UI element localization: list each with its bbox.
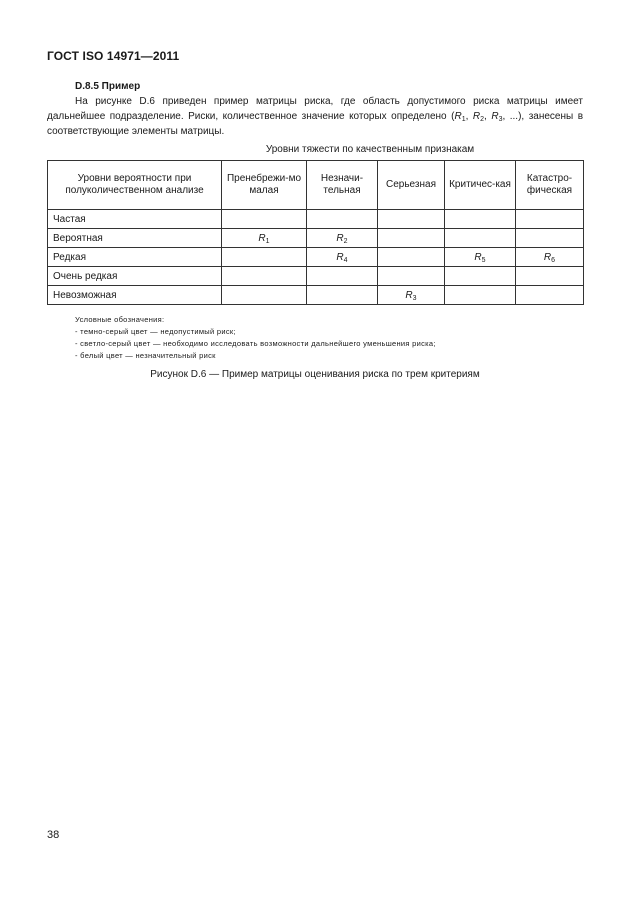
table-row bbox=[48, 267, 584, 286]
page-number: 38 bbox=[47, 829, 60, 841]
row-label: Очень редкая bbox=[48, 267, 222, 286]
separator: , bbox=[484, 111, 492, 122]
risk-matrix-table bbox=[47, 160, 584, 305]
column-header: Критичес-кая bbox=[445, 161, 516, 210]
document-header: ГОСТ ISO 14971—2011 bbox=[47, 49, 180, 63]
corner-header: Уровни вероятности при полуколичественном анализе bbox=[48, 161, 222, 210]
risk-subscript: 1 bbox=[461, 116, 466, 123]
intro-paragraph bbox=[47, 94, 583, 139]
matrix-cell bbox=[516, 267, 584, 286]
paragraph-text-b: , ...), занесены в соответствующие элементы матрицы. bbox=[47, 111, 584, 137]
risk-symbol: R bbox=[405, 289, 413, 301]
risk-subscript: 2 bbox=[343, 237, 348, 245]
figure-caption: Рисунок D.6 — Пример матрицы оценивания риска по трем критериям bbox=[150, 369, 480, 380]
matrix-cell bbox=[307, 267, 378, 286]
legend-item: - светло-серый цвет — необходимо исследовать возможности дальнейшего уменьшения риска; bbox=[75, 339, 436, 348]
matrix-cell bbox=[445, 248, 516, 267]
risk-symbol: R bbox=[336, 251, 344, 263]
risk-symbol: R bbox=[336, 232, 344, 244]
column-header: Серьезная bbox=[378, 161, 445, 210]
risk-subscript: 1 bbox=[265, 237, 270, 245]
matrix-cell bbox=[445, 286, 516, 305]
risk-symbol: R bbox=[454, 111, 462, 122]
section-title: D.8.5 Пример bbox=[75, 81, 141, 92]
matrix-cell bbox=[307, 210, 378, 229]
legend bbox=[75, 314, 436, 362]
matrix-cell bbox=[222, 286, 307, 305]
risk-symbol: R bbox=[472, 111, 481, 122]
risk-subscript: 3 bbox=[412, 294, 417, 302]
risk-subscript: 4 bbox=[343, 256, 348, 264]
matrix-cell bbox=[445, 267, 516, 286]
table-row bbox=[48, 286, 584, 305]
matrix-cell bbox=[445, 229, 516, 248]
risk-subscript: 5 bbox=[481, 256, 486, 264]
legend-title: Условные обозначения: bbox=[75, 315, 165, 324]
table-row bbox=[48, 248, 584, 267]
matrix-cell bbox=[378, 210, 445, 229]
paragraph-text-a: На рисунке D.6 приведен пример матрицы риска, где область допустимого риска матрицы имеет дальнейшее подразделение. Риски, количественное значение которых определено ( bbox=[47, 96, 583, 122]
risk-subscript: 6 bbox=[551, 256, 556, 264]
matrix-cell bbox=[307, 286, 378, 305]
column-header: Незначи-тельная bbox=[307, 161, 378, 210]
matrix-cell bbox=[516, 248, 584, 267]
risk-subscript: 3 bbox=[498, 116, 503, 123]
legend-item: - темно-серый цвет — недопустимый риск; bbox=[75, 327, 236, 336]
matrix-cell bbox=[445, 210, 516, 229]
risk-symbol: R bbox=[258, 232, 266, 244]
column-header: Катастро-фическая bbox=[516, 161, 584, 210]
matrix-cell bbox=[222, 229, 307, 248]
matrix-cell bbox=[378, 267, 445, 286]
matrix-cell bbox=[307, 229, 378, 248]
risk-symbol: R bbox=[543, 251, 552, 263]
risk-subscript: 2 bbox=[480, 116, 485, 123]
matrix-cell bbox=[307, 248, 378, 267]
legend-item: - белый цвет — незначительный риск bbox=[75, 351, 216, 360]
table-row bbox=[48, 210, 584, 229]
row-label: Редкая bbox=[48, 248, 222, 267]
row-label: Частая bbox=[48, 210, 222, 229]
matrix-cell bbox=[378, 229, 445, 248]
table-header-row bbox=[48, 161, 584, 210]
risk-symbol: R bbox=[491, 111, 499, 122]
row-label: Невозможная bbox=[48, 286, 222, 305]
separator: , bbox=[465, 111, 473, 122]
matrix-cell bbox=[516, 210, 584, 229]
matrix-cell bbox=[222, 267, 307, 286]
matrix-cell bbox=[516, 286, 584, 305]
matrix-cell bbox=[222, 210, 307, 229]
matrix-cell bbox=[516, 229, 584, 248]
risk-symbol: R bbox=[474, 251, 482, 263]
severity-caption: Уровни тяжести по качественным признакам bbox=[265, 144, 475, 155]
table-row bbox=[48, 229, 584, 248]
column-header: Пренебрежи-мо малая bbox=[222, 161, 307, 210]
matrix-cell bbox=[222, 248, 307, 267]
row-label: Вероятная bbox=[48, 229, 222, 248]
matrix-cell bbox=[378, 286, 445, 305]
matrix-cell bbox=[378, 248, 445, 267]
